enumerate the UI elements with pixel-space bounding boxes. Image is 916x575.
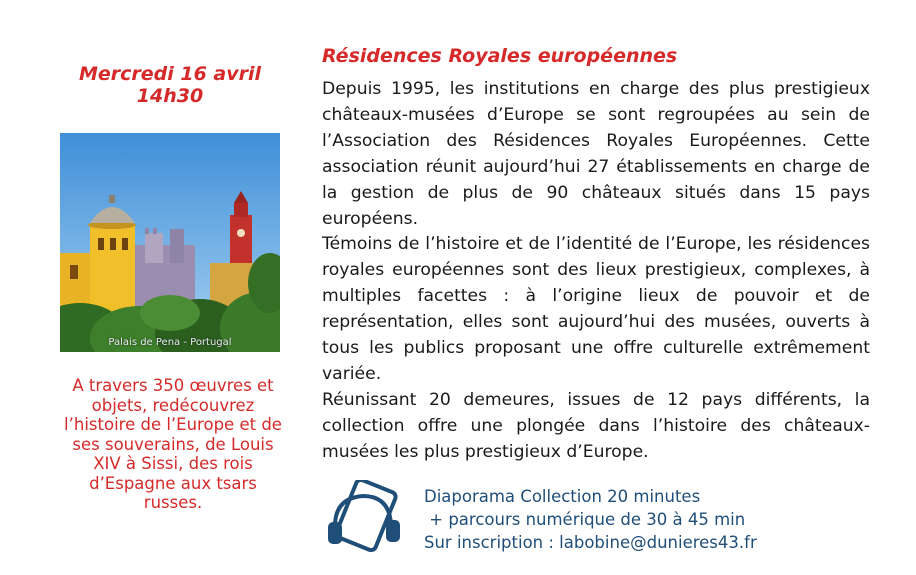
event-time: 14h30 bbox=[136, 85, 204, 107]
description-body bbox=[322, 77, 870, 466]
tablet-headphones-icon bbox=[325, 480, 405, 556]
section-title: Résidences Royales européennes bbox=[322, 45, 678, 67]
info-digital-tour: + parcours numérique de 30 à 45 min bbox=[424, 510, 746, 529]
event-date-day: Mercredi 16 avril bbox=[78, 63, 262, 85]
description-paragraph: Témoins de l’histoire et de l’identité de l’Europe, les résidences royales européennes sont des lieux prestigieux, complexes, à multiples facettes : à l’origine lieux de pouvoir et de représentation, elles sont aujourd’hui des musées, ouverts à tous les publics proposant une offre culturelle extrêmement variée. bbox=[322, 234, 870, 384]
info-slideshow: Diaporama Collection 20 minutes bbox=[424, 487, 701, 506]
event-date bbox=[60, 63, 280, 107]
session-info bbox=[424, 485, 757, 554]
palace-illustration bbox=[60, 133, 280, 352]
info-registration: Sur inscription : labobine@dunieres43.fr bbox=[424, 533, 757, 552]
exhibition-summary: A travers 350 œuvres et objets, redécouvrez l’histoire de l’Europe et de ses souverains, de Louis XIV à Sissi, des rois d’Espagne aux tsars russes. bbox=[64, 376, 282, 512]
description-paragraph: Depuis 1995, les institutions en charge des plus prestigieux châteaux-musées d’Europe se sont regroupées au sein de l’Association des Résidences Royales Européennes. Cette association réunit aujourd’hui 27 établissements en charge de la gestion de plus de 90 châteaux situés dans 15 pays européens. bbox=[322, 79, 870, 229]
photo-caption: Palais de Pena - Portugal bbox=[108, 337, 232, 348]
description-paragraph: Réunissant 20 demeures, issues de 12 pays différents, la collection offre une plongée dans l’histoire des châteaux-musées les plus prestigieux d’Europe. bbox=[322, 389, 870, 462]
palace-photo bbox=[60, 133, 280, 352]
